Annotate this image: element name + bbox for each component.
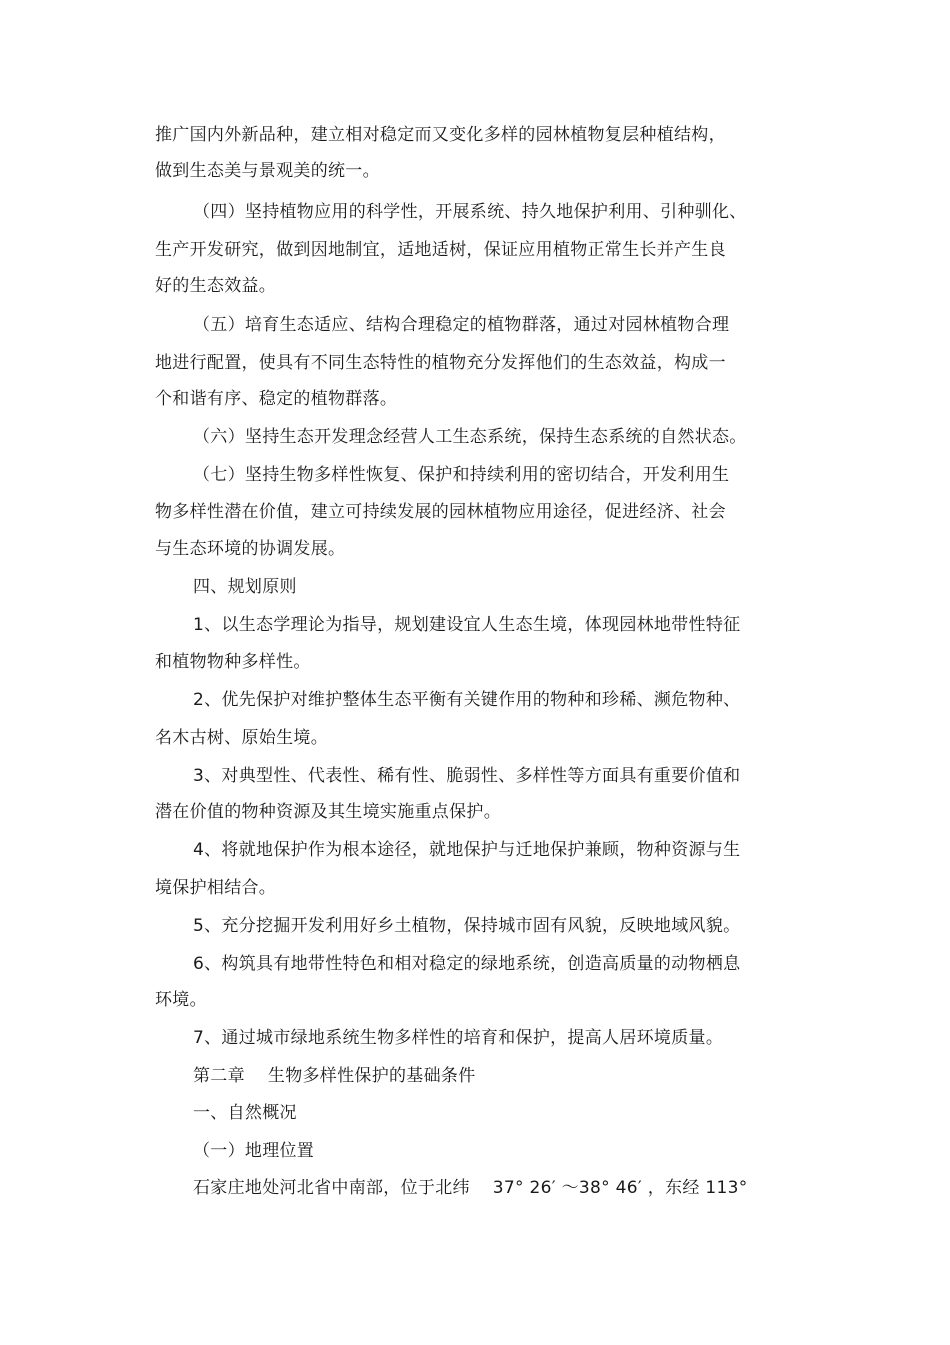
section-heading: 一、自然概况 [193,1103,297,1123]
chapter-heading: 第二章 生物多样性保护的基础条件 [193,1066,476,1086]
text-line: （六）坚持生态开发理念经营人工生态系统，保持生态系统的自然状态。 [193,427,747,447]
text-line: 3、对典型性、代表性、稀有性、脆弱性、多样性等方面具有重要价值和 [193,766,741,786]
text-line: 物多样性潜在价值，建立可持续发展的园林植物应用途径，促进经济、社会 [155,502,726,522]
text-line: 4、将就地保护作为根本途径，就地保护与迁地保护兼顾，物种资源与生 [193,840,741,860]
text-line: 5、充分挖掘开发利用好乡土植物，保持城市固有风貌，反映地域风貌。 [193,916,741,936]
text-line: 与生态环境的协调发展。 [155,539,346,559]
text-line: （七）坚持生物多样性恢复、保护和持续利用的密切结合，开发利用生 [193,465,730,485]
text-line: 潜在价值的物种资源及其生境实施重点保护。 [155,802,501,822]
text-line: 好的生态效益。 [155,276,277,296]
text-line: 个和谐有序、稳定的植物群落。 [155,389,398,409]
text-line: 做到生态美与景观美的统一。 [155,161,380,181]
text-line: 7、通过城市绿地系统生物多样性的培育和保护，提高人居环境质量。 [193,1028,724,1048]
text-line: 2、优先保护对维护整体生态平衡有关键作用的物种和珍稀、濒危物种、 [193,690,741,710]
text-line: 推广国内外新品种，建立相对稳定而又变化多样的园林植物复层种植结构， [155,125,726,145]
text-line: 境保护相结合。 [155,878,277,898]
text-line: 石家庄地处河北省中南部，位于北纬 37° 26′ ～38° 46′ ，东经 113° [193,1178,748,1198]
text-line: 环境。 [155,990,207,1010]
text-line: 6、构筑具有地带性特色和相对稳定的绿地系统，创造高质量的动物栖息 [193,954,741,974]
text-line: （四）坚持植物应用的科学性，开展系统、持久地保护利用、引种驯化、 [193,202,747,222]
text-line: 地进行配置，使具有不同生态特性的植物充分发挥他们的生态效益，构成一 [155,353,726,373]
text-line: 名木古树、原始生境。 [155,728,328,748]
text-line: （五）培育生态适应、结构合理稳定的植物群落，通过对园林植物合理 [193,315,730,335]
text-line: 1、以生态学理论为指导，规划建设宜人生态生境，体现园林地带性特征 [193,615,741,635]
section-heading: 四、规划原则 [193,577,297,597]
subsection-heading: （一）地理位置 [193,1141,315,1161]
text-line: 生产开发研究，做到因地制宜，适地适树，保证应用植物正常生长并产生良 [155,240,726,260]
text-line: 和植物物种多样性。 [155,652,311,672]
